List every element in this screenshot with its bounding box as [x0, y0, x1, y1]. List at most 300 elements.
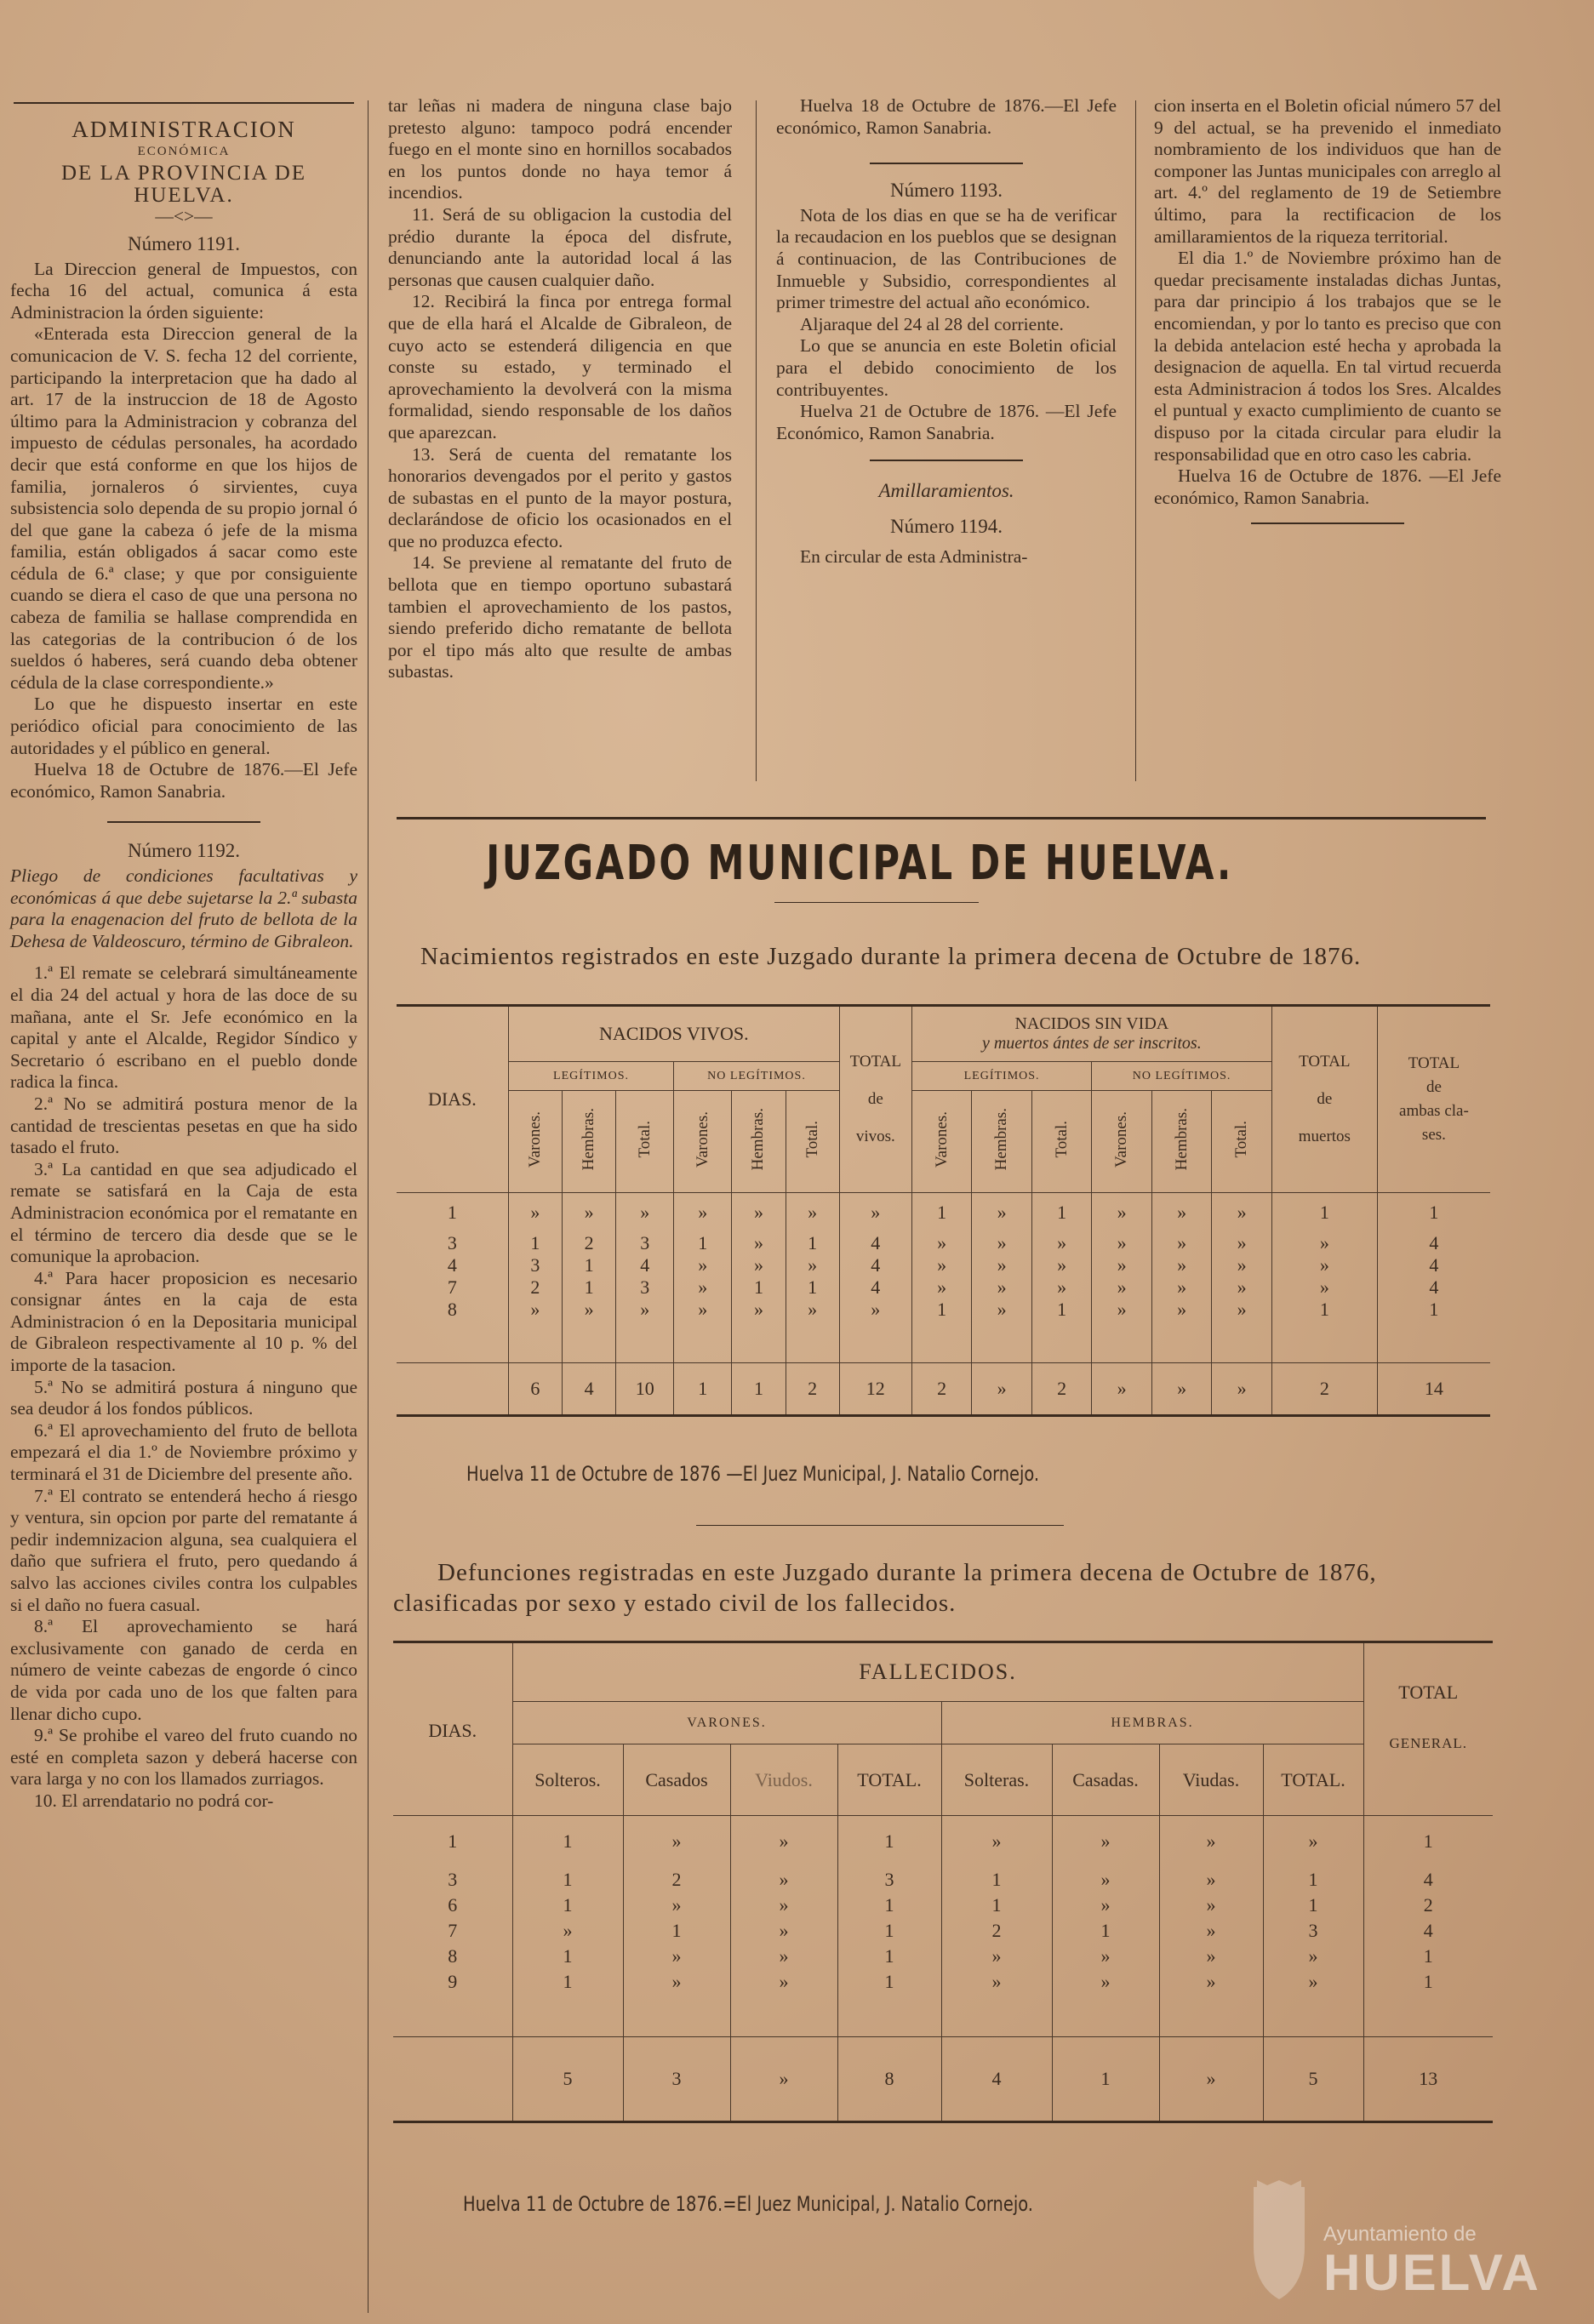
table-row — [397, 1232, 1490, 1254]
table-cell: » — [1212, 1193, 1272, 1232]
col-varones-label: Varones. — [1112, 1111, 1131, 1168]
col-varones-label: Varones. — [525, 1111, 544, 1168]
table-cell: » — [972, 1232, 1032, 1254]
col-legitimos: LEGÍTIMOS. — [911, 1062, 1092, 1091]
continued-paragraph: tar leñas ni madera de ninguna clase bajo pretesto alguno: tampoco podrá encender fuego en el monte sino en hornillos socabados en los puntos donde no haya temor á incendios. — [388, 95, 732, 203]
total-cell: » — [1159, 2037, 1263, 2122]
table-cell: » — [674, 1254, 732, 1276]
col-hembras — [732, 1091, 786, 1193]
col-total-general-line2: GENERAL. — [1389, 1735, 1468, 1751]
table-cell: 3 — [616, 1232, 674, 1254]
section-heading: Amillaramientos. — [878, 480, 1014, 502]
spacer-cell — [1031, 1321, 1092, 1363]
divider — [696, 1525, 1064, 1526]
col-varones-label: Varones. — [932, 1111, 951, 1168]
table-cell: 4 — [839, 1232, 911, 1254]
table-cell: 3 — [508, 1254, 562, 1276]
spacer-cell — [1159, 1995, 1263, 2037]
spacer-cell — [839, 1321, 911, 1363]
spacer-cell — [1092, 1321, 1152, 1363]
spacer-cell — [911, 1321, 972, 1363]
total-cell: 1 — [674, 1363, 732, 1416]
condition-8: 8.ª El aprovechamiento se hará exclusivamente con ganado de cerda en número de veinte cabezas de engorde ó cinco de vida por cada uno de los que falten para llenar dicho cupo. — [10, 1616, 357, 1724]
condition-4: 4.ª Para hacer proposicion es necesario consignar ántes en la caja de esta Administracion ó en la Depositaria municipal de Gibraleon respectivamente al 10 p. % del importe de la tasacion. — [10, 1267, 357, 1376]
table-cell: 1 — [732, 1276, 786, 1299]
col-total-muertos — [1271, 1006, 1377, 1193]
table-cell: » — [1159, 1816, 1263, 1867]
col-total-label: Total. — [635, 1120, 654, 1158]
table-cell: 2 — [562, 1232, 615, 1254]
total-cell: 5 — [1263, 2037, 1363, 2122]
table-cell: 1 — [512, 1944, 623, 1969]
col-total-vivos-line2: de — [867, 1090, 883, 1108]
table-cell: 1 — [1423, 1944, 1433, 1967]
table-cell: 4 — [616, 1254, 674, 1276]
notice-number: Número 1192. — [127, 840, 240, 862]
notice-signature: Huelva 18 de Octubre de 1876.—El Jefe económico, Ramon Sanabria. — [10, 759, 357, 802]
total-cell: » — [1092, 1363, 1152, 1416]
table-cell: 1 — [1271, 1193, 1377, 1232]
births-title: Nacimientos registrados en este Juzgado durante la primera decena de Octubre de 1876. — [420, 943, 1362, 970]
table-row — [397, 1254, 1490, 1276]
table-cell: » — [786, 1299, 839, 1321]
col-varones-group: VARONES. — [512, 1702, 941, 1744]
table-row — [393, 1969, 1493, 1995]
total-cell: 14 — [1424, 1378, 1443, 1399]
table-cell: 1 — [562, 1276, 615, 1299]
table-cell: » — [1151, 1254, 1212, 1276]
table-cell: 1 — [1052, 1918, 1159, 1944]
table-cell: 1 — [1423, 1970, 1433, 1992]
col-hembras — [972, 1091, 1032, 1193]
table-cell: » — [786, 1254, 839, 1276]
notice-paragraph: Lo que se anuncia en este Boletin oficial para el debido conocimiento de los contribuyentes. — [776, 335, 1117, 400]
table-cell: » — [941, 1944, 1052, 1969]
table-cell: 3 — [837, 1867, 941, 1893]
table-cell: 1 — [786, 1276, 839, 1299]
table-cell: 1 — [1429, 1298, 1439, 1320]
total-cell: 13 — [1419, 2068, 1438, 2089]
ornament — [774, 902, 979, 903]
divider — [870, 163, 1023, 164]
totals-row — [397, 1363, 1490, 1416]
col-total — [1212, 1091, 1272, 1193]
table-cell: » — [508, 1193, 562, 1232]
table-cell: » — [1092, 1299, 1152, 1321]
table-cell: » — [839, 1299, 911, 1321]
total-cell: 6 — [508, 1363, 562, 1416]
total-cell: » — [972, 1363, 1032, 1416]
col-viudas: Viudas. — [1159, 1744, 1263, 1816]
table-cell: 1 — [512, 1867, 623, 1893]
table-cell: 1 — [837, 1816, 941, 1867]
col-total-muertos-line1: TOTAL — [1299, 1053, 1351, 1071]
table-cell: » — [911, 1232, 972, 1254]
table-cell: » — [1159, 1893, 1263, 1918]
total-cell: 3 — [623, 2037, 730, 2122]
table-cell: 1 — [512, 1893, 623, 1918]
col-total-vivos — [839, 1006, 911, 1193]
table-cell: 1 — [512, 1816, 623, 1867]
table-cell: 4 — [1429, 1276, 1439, 1298]
table-cell: » — [623, 1893, 730, 1918]
col-dias: DIAS. — [397, 1006, 508, 1193]
condition-14: 14. Se previene al rematante del fruto de bellota que en tiempo oportuno subastará tambien el aprovechamiento de los pastos, siendo preferido dicho rematante de bellota por el tipo más alto que resulte de ambas subastas. — [388, 552, 732, 682]
table-cell: » — [1212, 1276, 1272, 1299]
total-cell: 2 — [1271, 1363, 1377, 1416]
table-cell: 4 — [397, 1254, 508, 1276]
condition-9: 9.ª Se prohibe el vareo del fruto cuando no esté en completa sazon y deberá hacerse con vara larga y no con los llamados zurriagos. — [10, 1725, 357, 1790]
table-cell: » — [941, 1969, 1052, 1995]
spacer-cell — [1363, 1995, 1493, 2037]
table-cell: » — [1263, 1969, 1363, 1995]
table-row — [393, 1893, 1493, 1918]
table-cell: » — [623, 1944, 730, 1969]
table-cell: » — [674, 1276, 732, 1299]
table-cell: » — [512, 1918, 623, 1944]
table-cell: » — [1092, 1232, 1152, 1254]
total-cell: 4 — [941, 2037, 1052, 2122]
notice-signature: Huelva 16 de Octubre de 1876. —El Jefe económico, Ramon Sanabria. — [1154, 465, 1501, 508]
table-cell: » — [730, 1867, 837, 1893]
table-cell: 1 — [674, 1232, 732, 1254]
table-cell: » — [1151, 1299, 1212, 1321]
column-1 — [10, 94, 357, 1813]
col-sin-vida-line2: y muertos ántes de ser inscritos. — [981, 1034, 1202, 1053]
table-cell: 1 — [911, 1193, 972, 1232]
table-cell: » — [1271, 1232, 1377, 1254]
col-total-vivos-line3: vivos. — [855, 1128, 895, 1145]
table-cell: 1 — [786, 1232, 839, 1254]
table-cell: » — [730, 1893, 837, 1918]
column-rule — [756, 100, 757, 781]
table-cell: » — [732, 1232, 786, 1254]
table-cell: » — [941, 1816, 1052, 1867]
deaths-table — [393, 1641, 1493, 2123]
col-hembras-group: HEMBRAS. — [941, 1702, 1363, 1744]
table-cell: » — [1031, 1254, 1092, 1276]
births-signature: Huelva 11 de Octubre de 1876 —El Juez Municipal, J. Natalio Cornejo. — [466, 1462, 1040, 1486]
condition-10: 10. El arrendatario no podrá cor- — [34, 1790, 274, 1811]
spacer-cell — [616, 1321, 674, 1363]
spacer-cell — [941, 1995, 1052, 2037]
spacer-cell — [1052, 1995, 1159, 2037]
spacer-row — [393, 1995, 1493, 2037]
table-cell: » — [1052, 1867, 1159, 1893]
spacer-cell — [972, 1321, 1032, 1363]
table-cell: » — [1159, 1944, 1263, 1969]
col-viudos: Viudos. — [730, 1744, 837, 1816]
col-hembras — [1151, 1091, 1212, 1193]
table-cell: 1 — [1271, 1299, 1377, 1321]
col-solteros: Solteros. — [512, 1744, 623, 1816]
condition-12: 12. Recibirá la finca por entrega formal que de ella hará el Alcalde de Gibraleon, de cuyo acto se estenderá diligencia en que conste su estado, y terminado el aprovechamiento la devolverá con la misma formalidad, siendo responsable de los daños que aparezcan. — [388, 291, 732, 443]
spacer-cell — [674, 1321, 732, 1363]
table-cell: » — [1031, 1276, 1092, 1299]
col-total-ambas-line4: ses. — [1421, 1126, 1446, 1144]
col-casadas: Casadas. — [1052, 1744, 1159, 1816]
table-cell: 2 — [623, 1867, 730, 1893]
deaths-body — [393, 1816, 1493, 2122]
col-hembras — [562, 1091, 615, 1193]
spacer-cell — [732, 1321, 786, 1363]
col-hembras-label: Hembras. — [1172, 1107, 1191, 1171]
table-cell: » — [1159, 1918, 1263, 1944]
condition-11: 11. Será de su obligacion la custodia del prédio durante la época del disfrute, denunciando ante la autoridad local á las personas que causen cualquier daño. — [388, 203, 732, 290]
col-fallecidos: FALLECIDOS. — [512, 1642, 1363, 1702]
table-cell: » — [1052, 1893, 1159, 1918]
table-cell: 3 — [616, 1276, 674, 1299]
col-total-general — [1363, 1642, 1493, 1816]
col-total-varones: TOTAL. — [837, 1744, 941, 1816]
col-total-label: Total. — [1232, 1120, 1251, 1158]
total-cell: 10 — [616, 1363, 674, 1416]
table-cell: 4 — [1423, 1868, 1433, 1890]
table-cell: » — [1092, 1254, 1152, 1276]
table-cell: » — [730, 1969, 837, 1995]
table-cell: » — [786, 1193, 839, 1232]
table-cell: 1 — [512, 1969, 623, 1995]
table-cell: 1 — [623, 1918, 730, 1944]
section-header-line: DE LA PROVINCIA DE HUELVA. — [60, 162, 307, 207]
spacer-cell — [1271, 1321, 1377, 1363]
table-cell: 1 — [1423, 1830, 1433, 1852]
spacer-cell — [1263, 1995, 1363, 2037]
col-total-vivos-line1: TOTAL — [849, 1053, 901, 1071]
section-rule — [397, 817, 1486, 819]
notice-number: Número 1191. — [127, 232, 240, 254]
divider — [107, 821, 260, 823]
table-cell: 3 — [397, 1232, 508, 1254]
table-cell: 1 — [1031, 1299, 1092, 1321]
table-cell: 2 — [1423, 1893, 1433, 1916]
spacer-row — [397, 1321, 1490, 1363]
spacer-cell — [1377, 1321, 1490, 1363]
col-total-general-line1: TOTAL — [1398, 1682, 1459, 1703]
column-3 — [776, 95, 1117, 568]
table-row — [393, 1816, 1493, 1867]
table-cell: » — [730, 1918, 837, 1944]
totals-row — [393, 2037, 1493, 2122]
table-cell: 1 — [393, 1816, 512, 1867]
col-total — [1031, 1091, 1092, 1193]
total-cell: » — [1212, 1363, 1272, 1416]
table-cell: » — [1271, 1254, 1377, 1276]
section-header: ADMINISTRACION — [71, 117, 296, 142]
col-legitimos: LEGÍTIMOS. — [508, 1062, 673, 1091]
table-cell: » — [972, 1193, 1032, 1232]
col-total — [786, 1091, 839, 1193]
col-total-ambas-line2: de — [1425, 1078, 1442, 1096]
table-cell: » — [839, 1193, 911, 1232]
births-body — [397, 1193, 1490, 1416]
table-cell: » — [562, 1299, 615, 1321]
table-cell: » — [732, 1254, 786, 1276]
spacer-cell — [837, 1995, 941, 2037]
table-cell: » — [730, 1816, 837, 1867]
table-cell: 4 — [839, 1254, 911, 1276]
table-cell: » — [562, 1193, 615, 1232]
table-cell: » — [911, 1276, 972, 1299]
col-varones-label: Varones. — [693, 1111, 711, 1168]
table-cell: » — [730, 1944, 837, 1969]
table-cell: 1 — [837, 1918, 941, 1944]
notice-paragraph: Nota de los dias en que se ha de verificar la recaudacion en los pueblos que se designan á continuacion, de las Contribuciones de Inmueble y Subsidio, correspondientes al primer trimestre del actual año económico. — [776, 204, 1117, 313]
continued-paragraph: cion inserta en el Boletin oficial número 57 del 9 del actual, se ha prevenido el inmediato nombramiento de los individuos que han de componer las Juntas municipales con arreglo al art. 4.º del reglamento de 19 de Setiembre último, para la rectificacion de los amillaramientos de la riqueza territorial. — [1154, 95, 1501, 247]
condition-5: 5.ª No se admitirá postura á ninguno que sea deudor á los fondos públicos. — [10, 1376, 357, 1419]
col-no-legitimos: NO LEGÍTIMOS. — [674, 1062, 839, 1091]
deaths-title-line1: Defunciones registradas en este Juzgado durante la primera decena de Octubre de 1876, — [437, 1559, 1377, 1586]
notice-paragraph: El dia 1.º de Noviembre próximo han de quedar precisamente instaladas dichas Juntas, para dar principio á los trabajos que se le encomiendan, y por lo tanto es preciso que con la debida antelacion esté hecha y aprobada la designacion de aquella. En tal virtud recuerda esta Administracion á todos los Sres. Alcaldes el puntual y exacto cumplimiento de cuanto se dispuso por la citada circular para eludir la responsabilidad que en otro caso les cabria. — [1154, 248, 1501, 465]
table-cell: 6 — [393, 1893, 512, 1918]
col-dias: DIAS. — [393, 1642, 512, 1816]
table-cell: » — [1151, 1276, 1212, 1299]
total-cell: 12 — [839, 1363, 911, 1416]
table-cell: 8 — [393, 1944, 512, 1969]
condition-3: 3.ª La cantidad en que sea adjudicado el remate se satisfará en la Caja de esta Administracion económica por el rematante en el término de tercero dia desde que se le comunique la aprobacion. — [10, 1158, 357, 1267]
table-cell: 1 — [1263, 1867, 1363, 1893]
table-cell: 1 — [508, 1232, 562, 1254]
table-cell: » — [972, 1254, 1032, 1276]
table-cell: » — [508, 1299, 562, 1321]
table-cell: » — [1159, 1867, 1263, 1893]
condition-6: 6.ª El aprovechamiento del fruto de bellota empezará el dia 1.º de Noviembre próximo y terminará el 31 de Diciembre del presente año. — [10, 1419, 357, 1485]
table-cell: » — [1052, 1944, 1159, 1969]
col-no-legitimos: NO LEGÍTIMOS. — [1092, 1062, 1272, 1091]
notice-paragraph: La Direccion general de Impuestos, con fecha 16 del actual, comunica á esta Administracion la órden siguiente: — [10, 258, 357, 323]
table-cell: » — [1031, 1232, 1092, 1254]
table-cell: 4 — [1423, 1919, 1433, 1941]
col-nacidos-sin-vida — [911, 1006, 1271, 1062]
col-total-ambas — [1377, 1006, 1490, 1193]
births-table — [397, 1004, 1490, 1417]
table-cell: » — [674, 1299, 732, 1321]
spacer-cell — [623, 1995, 730, 2037]
table-cell: » — [623, 1969, 730, 1995]
table-cell: » — [1212, 1232, 1272, 1254]
top-rule — [14, 102, 354, 104]
spacer-cell — [512, 1995, 623, 2037]
table-row — [393, 1918, 1493, 1944]
column-2 — [388, 95, 732, 683]
deaths-signature: Huelva 11 de Octubre de 1876.=El Juez Municipal, J. Natalio Cornejo. — [463, 2192, 1033, 2216]
table-row — [393, 1867, 1493, 1893]
spacer-cell — [730, 1995, 837, 2037]
juzgado-title: JUZGADO MUNICIPAL DE HUELVA. — [486, 836, 1233, 891]
watermark-line1: Ayuntamiento de — [1323, 2223, 1477, 2246]
table-cell: » — [972, 1299, 1032, 1321]
col-varones — [1092, 1091, 1152, 1193]
table-cell: » — [616, 1193, 674, 1232]
table-cell: 1 — [941, 1893, 1052, 1918]
table-row — [397, 1193, 1490, 1232]
table-cell: 7 — [393, 1918, 512, 1944]
table-cell: » — [1092, 1193, 1152, 1232]
table-cell: » — [674, 1193, 732, 1232]
col-varones — [674, 1091, 732, 1193]
table-cell: 1 — [397, 1193, 508, 1232]
table-cell: 1 — [1429, 1201, 1439, 1223]
spacer-cell — [1151, 1321, 1212, 1363]
table-cell: » — [911, 1254, 972, 1276]
col-hembras-label: Hembras. — [580, 1107, 598, 1171]
section-subheader: ECONÓMICA — [137, 144, 231, 158]
table-cell: 4 — [1429, 1253, 1439, 1276]
condition-1: 1.ª El remate se celebrará simultáneamente el dia 24 del actual y hora de las doce de su mañana, ante el Sr. Jefe económico en la capital y ante el Alcalde, Regidor Síndico y Secretario ó escribano en el pueblo donde radica la finca. — [10, 962, 357, 1093]
col-hembras-label: Hembras. — [992, 1107, 1011, 1171]
table-cell: 1 — [837, 1944, 941, 1969]
divider — [870, 460, 1023, 461]
ornament: —<>— — [155, 206, 213, 227]
column-4 — [1154, 95, 1501, 533]
table-cell: » — [1263, 1944, 1363, 1969]
notice-paragraph: Aljaraque del 24 al 28 del corriente. — [800, 313, 1064, 334]
total-cell: » — [1151, 1363, 1212, 1416]
col-sin-vida-line1: NACIDOS SIN VIDA — [1014, 1014, 1169, 1033]
table-cell: 1 — [941, 1867, 1052, 1893]
table-cell: 3 — [1263, 1918, 1363, 1944]
table-cell: 7 — [397, 1276, 508, 1299]
table-cell: » — [1271, 1276, 1377, 1299]
table-row — [393, 1944, 1493, 1969]
total-cell: 2 — [786, 1363, 839, 1416]
col-total-hembras: TOTAL. — [1263, 1744, 1363, 1816]
table-cell: » — [1159, 1969, 1263, 1995]
col-total-ambas-line3: ambas cla- — [1399, 1102, 1469, 1120]
col-varones — [911, 1091, 972, 1193]
table-cell: » — [1151, 1193, 1212, 1232]
column-rule — [368, 100, 369, 2313]
col-solteras: Solteras. — [941, 1744, 1052, 1816]
table-cell: 1 — [837, 1893, 941, 1918]
notice-quote: «Enterada esta Direccion general de la comunicacion de V. S. fecha 12 del corriente, participando la interpretacion que ha dado al art. 17 de la instruccion de 18 de Agosto último para la Administracion y cobranza del impuesto de cédulas personales, ha acordado decir que está conforme en que los hijos de familia, jornaleros ó sirvientes, cuya subsistencia solo dependa de su propio jornal ó del que gane la cabeza ó jefe de la misma familia, están obligados á sacar como este cédula de 6.ª clase; y que por consiguiente cuando se diera el caso de que una persona no cabeza de familia se hallase comprendida en las categorias de la contribucion ó de los sueldos ó haberes, será cuando deba obtener cédula de la clase correspondiente.» — [10, 323, 357, 693]
total-cell: 1 — [732, 1363, 786, 1416]
spacer-cell — [786, 1321, 839, 1363]
total-cell: 2 — [1031, 1363, 1092, 1416]
table-cell: » — [1092, 1276, 1152, 1299]
table-cell: » — [1263, 1816, 1363, 1867]
total-cell: 8 — [837, 2037, 941, 2122]
col-total — [616, 1091, 674, 1193]
total-cell: 1 — [1052, 2037, 1159, 2122]
table-cell: » — [1052, 1816, 1159, 1867]
spacer-cell — [508, 1321, 562, 1363]
col-total-muertos-line3: muertos — [1298, 1128, 1351, 1145]
col-total-label: Total. — [803, 1120, 821, 1158]
table-cell: » — [1151, 1232, 1212, 1254]
table-cell: 2 — [941, 1918, 1052, 1944]
condition-7: 7.ª El contrato se entenderá hecho á riesgo y ventura, sin opcion por parte del rematante á pedir indemnizacion alguna, sea cualquiera el daño que sufriera el fruto, pero quedando á salvo las acciones civiles contra los culpables si el daño no fuera casual. — [10, 1485, 357, 1615]
col-total-label: Total. — [1052, 1120, 1071, 1158]
table-cell: 4 — [1429, 1231, 1439, 1253]
total-cell: 2 — [911, 1363, 972, 1416]
total-cell: » — [730, 2037, 837, 2122]
spacer-cell — [1212, 1321, 1272, 1363]
col-nacidos-vivos: NACIDOS VIVOS. — [508, 1006, 839, 1062]
total-cell — [393, 2037, 512, 2122]
condition-13: 13. Será de cuenta del rematante los honorarios devengados por el perito y gastos de subastas en el punto de la mayor postura, declarándose de oficio los ocasionados en el que no produzca efecto. — [388, 443, 732, 551]
table-cell: 1 — [911, 1299, 972, 1321]
condition-2: 2.ª No se admitirá postura menor de la cantidad de trescientas pesetas en que ha sido tasado el fruto. — [10, 1093, 357, 1158]
table-cell: » — [1212, 1299, 1272, 1321]
table-cell: 1 — [562, 1254, 615, 1276]
total-cell: 5 — [512, 2037, 623, 2122]
table-row — [397, 1276, 1490, 1299]
table-cell: » — [732, 1193, 786, 1232]
col-total-ambas-line1: TOTAL — [1408, 1054, 1460, 1072]
col-casados: Casados — [623, 1744, 730, 1816]
watermark-line2: HUELVA — [1323, 2244, 1541, 2301]
